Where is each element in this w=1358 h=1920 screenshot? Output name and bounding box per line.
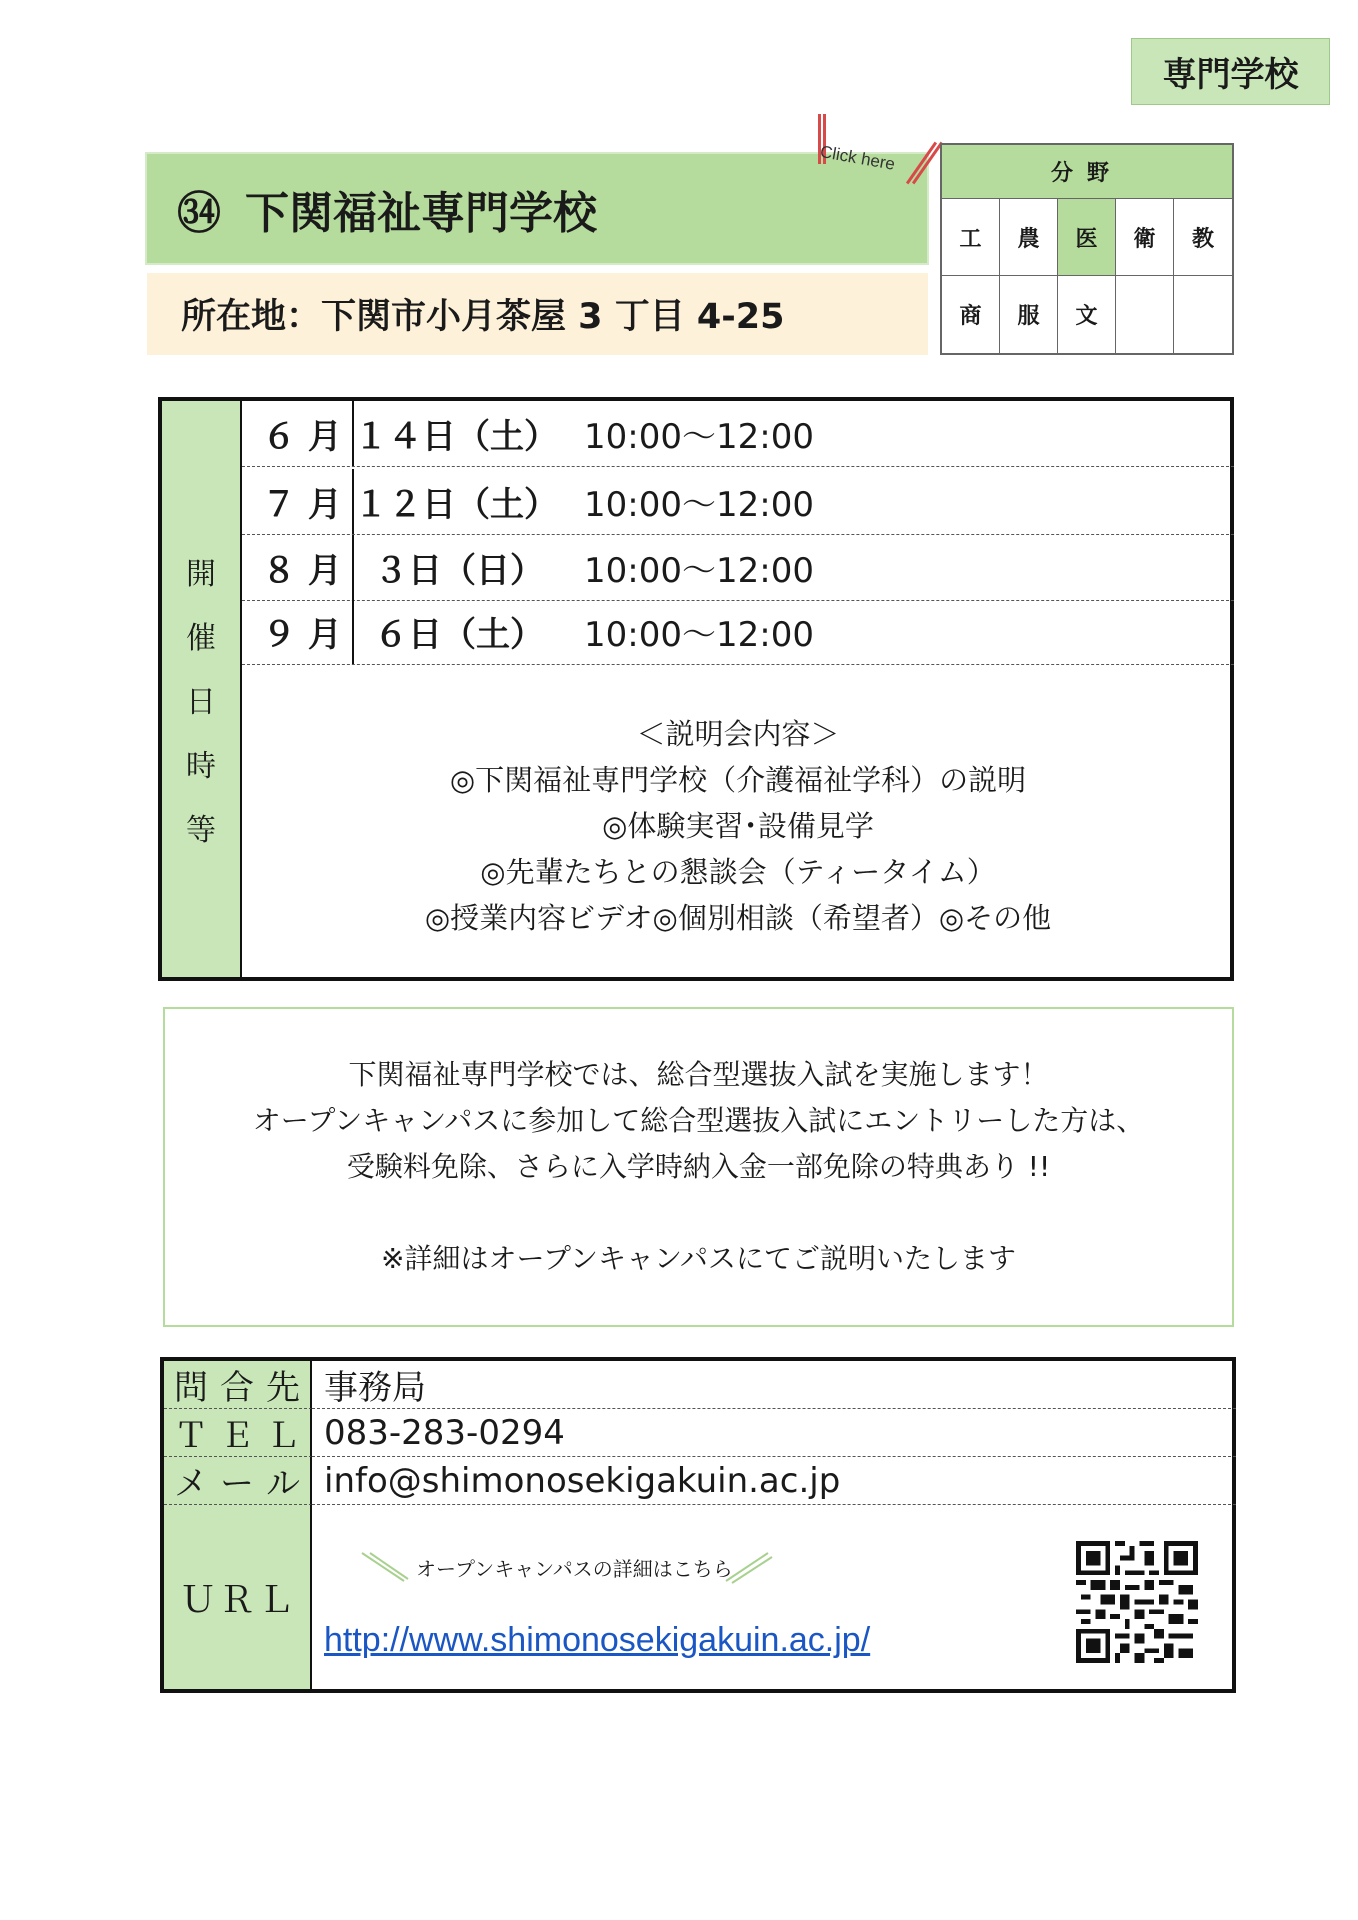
content-heading: ＜説明会内容＞ [636,717,840,751]
field-cell [1116,276,1174,353]
field-cell: 工 [942,199,1000,276]
address: 所在地：下関市小月茶屋 3 丁目 4-25 [147,273,928,355]
schedule-month: ８ 月 [242,535,354,600]
schedule-month: ６ 月 [242,401,354,466]
admission-info [163,1007,1234,1327]
field-cell: 商 [942,276,1000,353]
side-char: 開 [186,557,216,592]
mail-label [164,1457,312,1505]
field-cell: 教 [1174,199,1232,276]
label-char: ル [266,1464,300,1504]
label-char: Ｌ [266,1416,300,1456]
url-label [164,1505,312,1689]
schedule-side-label [162,401,242,977]
session-content [242,671,1234,981]
inquiry-label [164,1361,312,1409]
qr-code-icon[interactable] [1076,1541,1198,1663]
category-tag: 専門学校 [1131,38,1330,105]
schedule-row [242,401,1234,467]
field-table [940,143,1234,355]
label-char: 合 [220,1368,254,1408]
click-here-label[interactable]: Click here [818,142,897,174]
schedule-row [242,469,1234,535]
label-char: メ [174,1464,208,1504]
tel-label [164,1409,312,1457]
label-char: 先 [266,1368,300,1408]
schedule-day: ３日（日） [374,551,544,591]
school-name: 下関福祉専門学校 [245,187,597,239]
label-char: Ｌ [257,1579,294,1621]
label-char: 問 [174,1368,208,1408]
schedule-table [158,397,1234,981]
schedule-day: １４日（土） [354,417,558,457]
side-char: 日 [186,685,216,720]
side-char: 等 [186,813,216,848]
info-note: ※詳細はオープンキャンパスにてご説明いたします [381,1242,1016,1275]
school-title [145,152,929,265]
schedule-month: ７ 月 [242,469,354,534]
schedule-month: ９ 月 [242,599,354,664]
content-line: ◎体験実習･設備見学 [602,809,874,843]
side-char: 時 [186,749,216,784]
schedule-row [242,599,1234,665]
label-char: Ｒ [218,1579,255,1621]
contact-table [160,1357,1236,1693]
content-line: ◎授業内容ビデオ◎個別相談（希望者）◎その他 [424,901,1052,935]
schedule-row [242,535,1234,601]
website-link[interactable]: http://www.shimonosekigakuin.ac.jp/ [324,1621,871,1659]
schedule-day: １２日（土） [354,485,558,525]
schedule-day: ６日（土） [374,615,544,655]
mail-value[interactable]: info@shimonosekigakuin.ac.jp [312,1457,1236,1505]
title-number: ㉞ [177,187,221,239]
schedule-time: 10:00～12:00 [584,485,814,525]
inquiry-value: 事務局 [312,1361,1236,1409]
info-line: 受験料免除、さらに入学時納入金一部免除の特典あり !! [346,1150,1051,1183]
label-char: Ｅ [220,1416,254,1456]
field-cell: 衛 [1116,199,1174,276]
info-line: 下関福祉専門学校では、総合型選抜入試を実施します！ [348,1058,1049,1091]
field-cell [1174,276,1232,353]
field-table-header: 分野 [942,145,1232,199]
info-line: オープンキャンパスに参加して総合型選抜入試にエントリーした方は、 [252,1104,1145,1137]
url-caption: オープンキャンパスの詳細はこちら [416,1557,733,1581]
caption-left-decoration [360,1551,410,1585]
tel-value[interactable]: 083-283-0294 [312,1409,1236,1457]
content-line: ◎先輩たちとの懇談会（ティータイム） [480,855,996,889]
schedule-time: 10:00～12:00 [584,417,814,457]
schedule-time: 10:00～12:00 [584,551,814,591]
field-cell: 服 [1000,276,1058,353]
label-char: ー [220,1464,254,1504]
label-char: Ｕ [180,1579,217,1621]
side-char: 催 [186,621,216,656]
caption-right-decoration [724,1551,774,1585]
field-cell-active: 医 [1058,199,1116,276]
field-cell: 農 [1000,199,1058,276]
label-char: Ｔ [174,1416,208,1456]
field-cell: 文 [1058,276,1116,353]
schedule-time: 10:00～12:00 [584,615,814,655]
content-line: ◎下関福祉専門学校（介護福祉学科）の説明 [449,763,1027,797]
